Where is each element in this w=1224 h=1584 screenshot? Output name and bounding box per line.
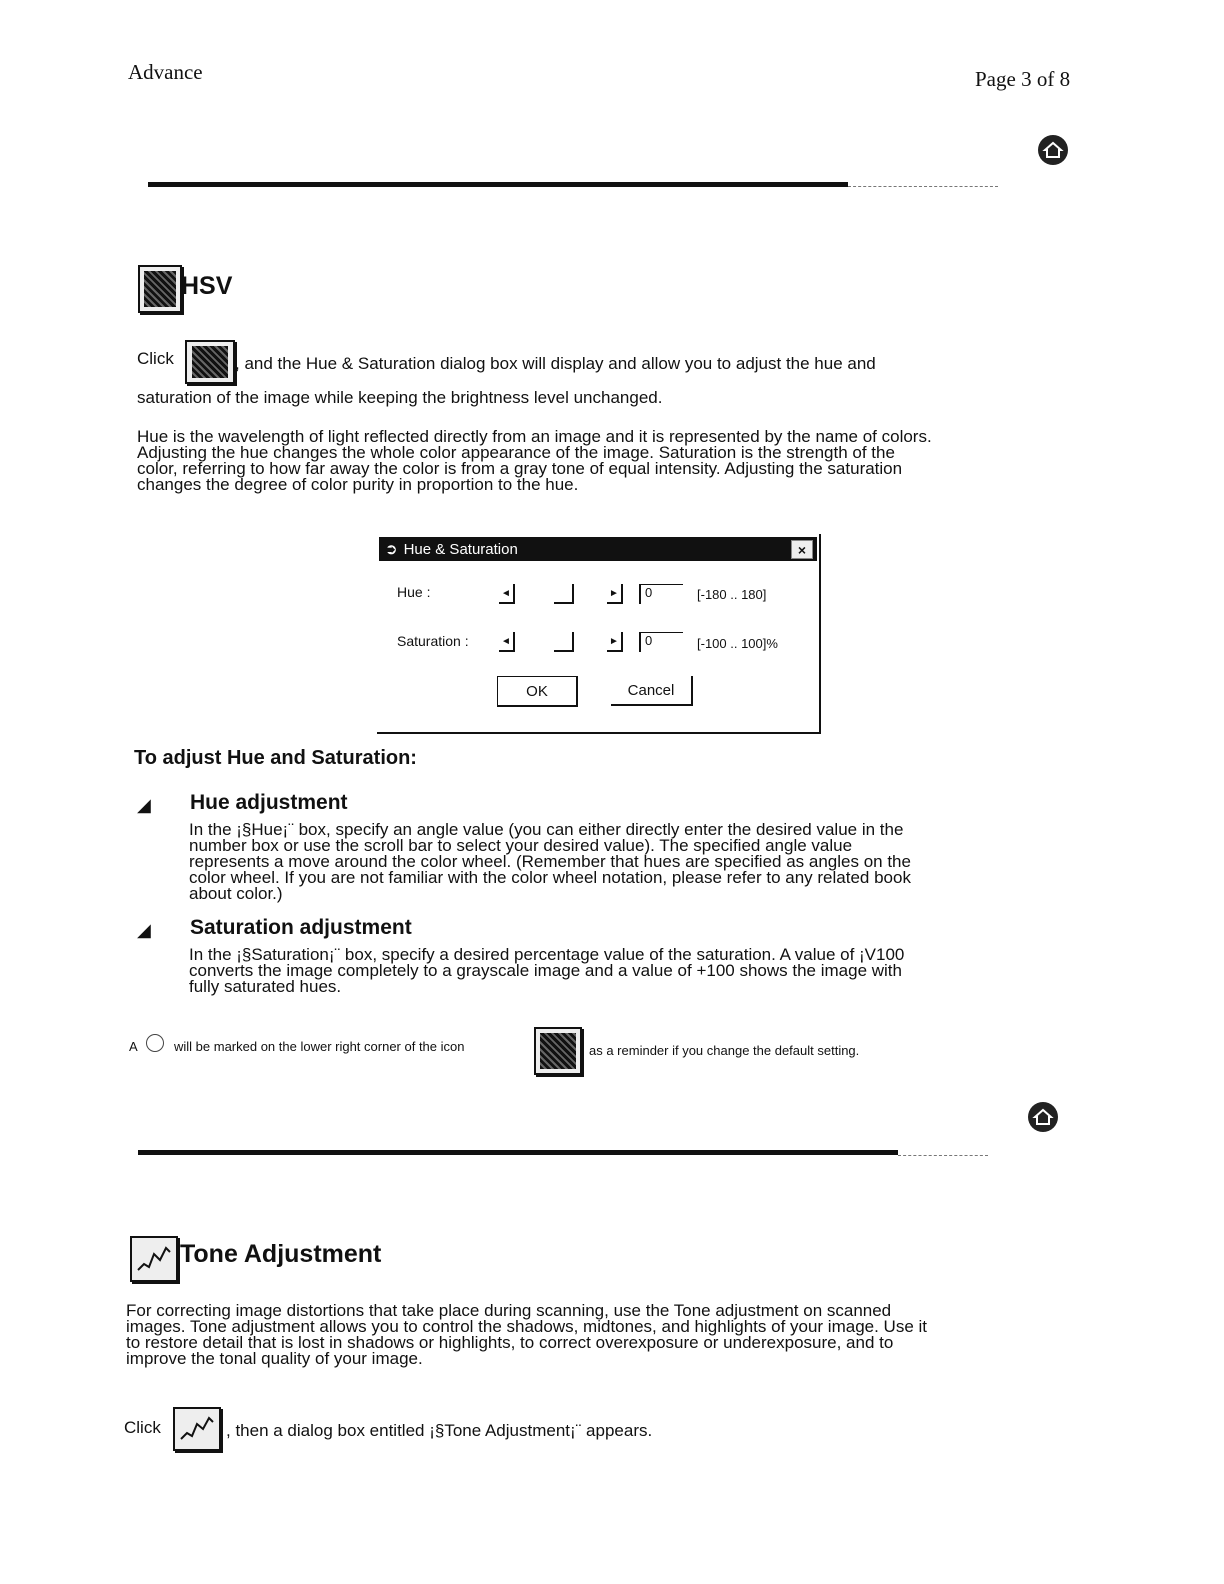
hsv-intro-text: , and the Hue & Saturation dialog box will display and allow you to adjust the hue and	[235, 354, 876, 373]
tone-button-icon[interactable]	[173, 1407, 221, 1451]
cancel-button[interactable]: Cancel	[611, 676, 693, 706]
section-divider	[138, 1150, 898, 1155]
hue-input[interactable]: 0	[639, 584, 683, 604]
section-divider	[148, 182, 848, 187]
face-icon	[146, 1034, 164, 1052]
tone-desc-line: For correcting image distortions that take place during scanning, use the Tone adjustment on scanned	[126, 1301, 892, 1320]
hsv-intro-click: Click	[137, 349, 174, 368]
tone-desc-line: to restore detail that is lost in shadows or highlights, to correct overexposure or underexposure, and to	[126, 1333, 894, 1352]
tone-description	[126, 1303, 1066, 1367]
dialog-titlebar	[379, 537, 817, 561]
hue-adjustment-text	[189, 822, 1049, 902]
note-prefix: A	[129, 1039, 138, 1054]
sat-text-line: fully saturated hues.	[189, 977, 342, 996]
hue-text-line: about color.)	[189, 884, 283, 903]
close-icon[interactable]: ×	[791, 540, 813, 559]
tone-curve-glyph	[136, 1244, 172, 1274]
hsv-title: HSV	[181, 272, 233, 300]
section-divider-tail	[848, 186, 998, 188]
bullet-icon: ◢	[137, 920, 151, 940]
hue-scroll-right-button[interactable]: ►	[607, 584, 623, 604]
hue-adjustment-title: Hue adjustment	[190, 791, 348, 814]
tone-click-text: , then a dialog box entitled ¡§Tone Adjustment¡¨ appears.	[226, 1421, 653, 1440]
hue-scroll-track[interactable]	[554, 584, 574, 604]
saturation-range: [-100 .. 100]%	[697, 636, 778, 651]
tone-curve-glyph	[179, 1415, 215, 1443]
sat-text-line: In the ¡§Saturation¡¨ box, specify a desired percentage value of the saturation. A value of ¡V100	[189, 945, 905, 964]
home-icon[interactable]	[1038, 135, 1068, 165]
hue-text-line: represents a move around the color wheel. (Remember that hues are specified as angles on the	[189, 852, 911, 871]
tone-click: Click	[124, 1418, 161, 1437]
hsv-desc-line: changes the degree of color purity in proportion to the hue.	[137, 475, 579, 494]
dialog-app-icon: ➲	[385, 541, 398, 558]
tone-desc-line: improve the tonal quality of your image.	[126, 1349, 423, 1368]
hue-text-line: In the ¡§Hue¡¨ box, specify an angle value (you can either directly enter the desired value in the	[189, 820, 904, 839]
section-divider-tail	[898, 1155, 988, 1157]
hue-range: [-180 .. 180]	[697, 587, 767, 602]
saturation-input[interactable]: 0	[639, 632, 683, 652]
saturation-label: Saturation :	[397, 633, 469, 649]
doc-header-left: Advance	[128, 60, 203, 84]
hsv-desc-line: color, referring to how far away the color is from a gray tone of equal intensity. Adjusting the saturation	[137, 459, 903, 478]
saturation-adjustment-text	[189, 947, 1049, 995]
hue-scroll-left-button[interactable]: ◄	[499, 584, 515, 604]
note-suffix: as a reminder if you change the default setting.	[589, 1043, 860, 1058]
hsv-icon[interactable]	[138, 265, 182, 313]
tone-desc-line: images. Tone adjustment allows you to control the shadows, midtones, and highlights of your image. Use it	[126, 1317, 928, 1336]
sat-text-line: converts the image completely to a grayscale image and a value of +100 shows the image with	[189, 961, 902, 980]
home-glyph	[1042, 139, 1064, 161]
tone-title: Tone Adjustment	[180, 1240, 382, 1268]
hsv-button-icon[interactable]	[185, 340, 235, 384]
dialog-title: Hue & Saturation	[403, 540, 518, 558]
saturation-scroll-track[interactable]	[554, 632, 574, 652]
hue-text-line: color wheel. If you are not familiar with the color wheel notation, please refer to any related book	[189, 868, 911, 887]
hsv-desc-line: Adjusting the hue changes the whole color appearance of the image. Saturation is the strength of the	[137, 443, 895, 462]
ok-button[interactable]: OK	[497, 676, 578, 707]
hsv-intro-line2: saturation of the image while keeping the brightness level unchanged.	[137, 388, 663, 407]
adjust-heading: To adjust Hue and Saturation:	[134, 747, 417, 769]
hue-saturation-dialog	[377, 534, 821, 734]
note-middle: will be marked on the lower right corner of the icon	[174, 1039, 465, 1054]
bullet-icon: ◢	[137, 795, 151, 815]
saturation-scroll-right-button[interactable]: ►	[607, 632, 623, 652]
hue-text-line: number box or use the scroll bar to select your desired value). The specified angle value	[189, 836, 853, 855]
hsv-desc-line: Hue is the wavelength of light reflected directly from an image and it is represented by the name of colors.	[137, 427, 932, 446]
saturation-adjustment-title: Saturation adjustment	[190, 916, 412, 939]
hsv-description	[137, 429, 1067, 493]
home-glyph	[1032, 1106, 1054, 1128]
hsv-modified-icon	[534, 1027, 582, 1075]
home-icon[interactable]	[1028, 1102, 1058, 1132]
page-number: Page 3 of 8	[975, 67, 1071, 91]
hue-label: Hue :	[397, 584, 431, 600]
saturation-scroll-left-button[interactable]: ◄	[499, 632, 515, 652]
tone-icon[interactable]	[130, 1236, 178, 1282]
